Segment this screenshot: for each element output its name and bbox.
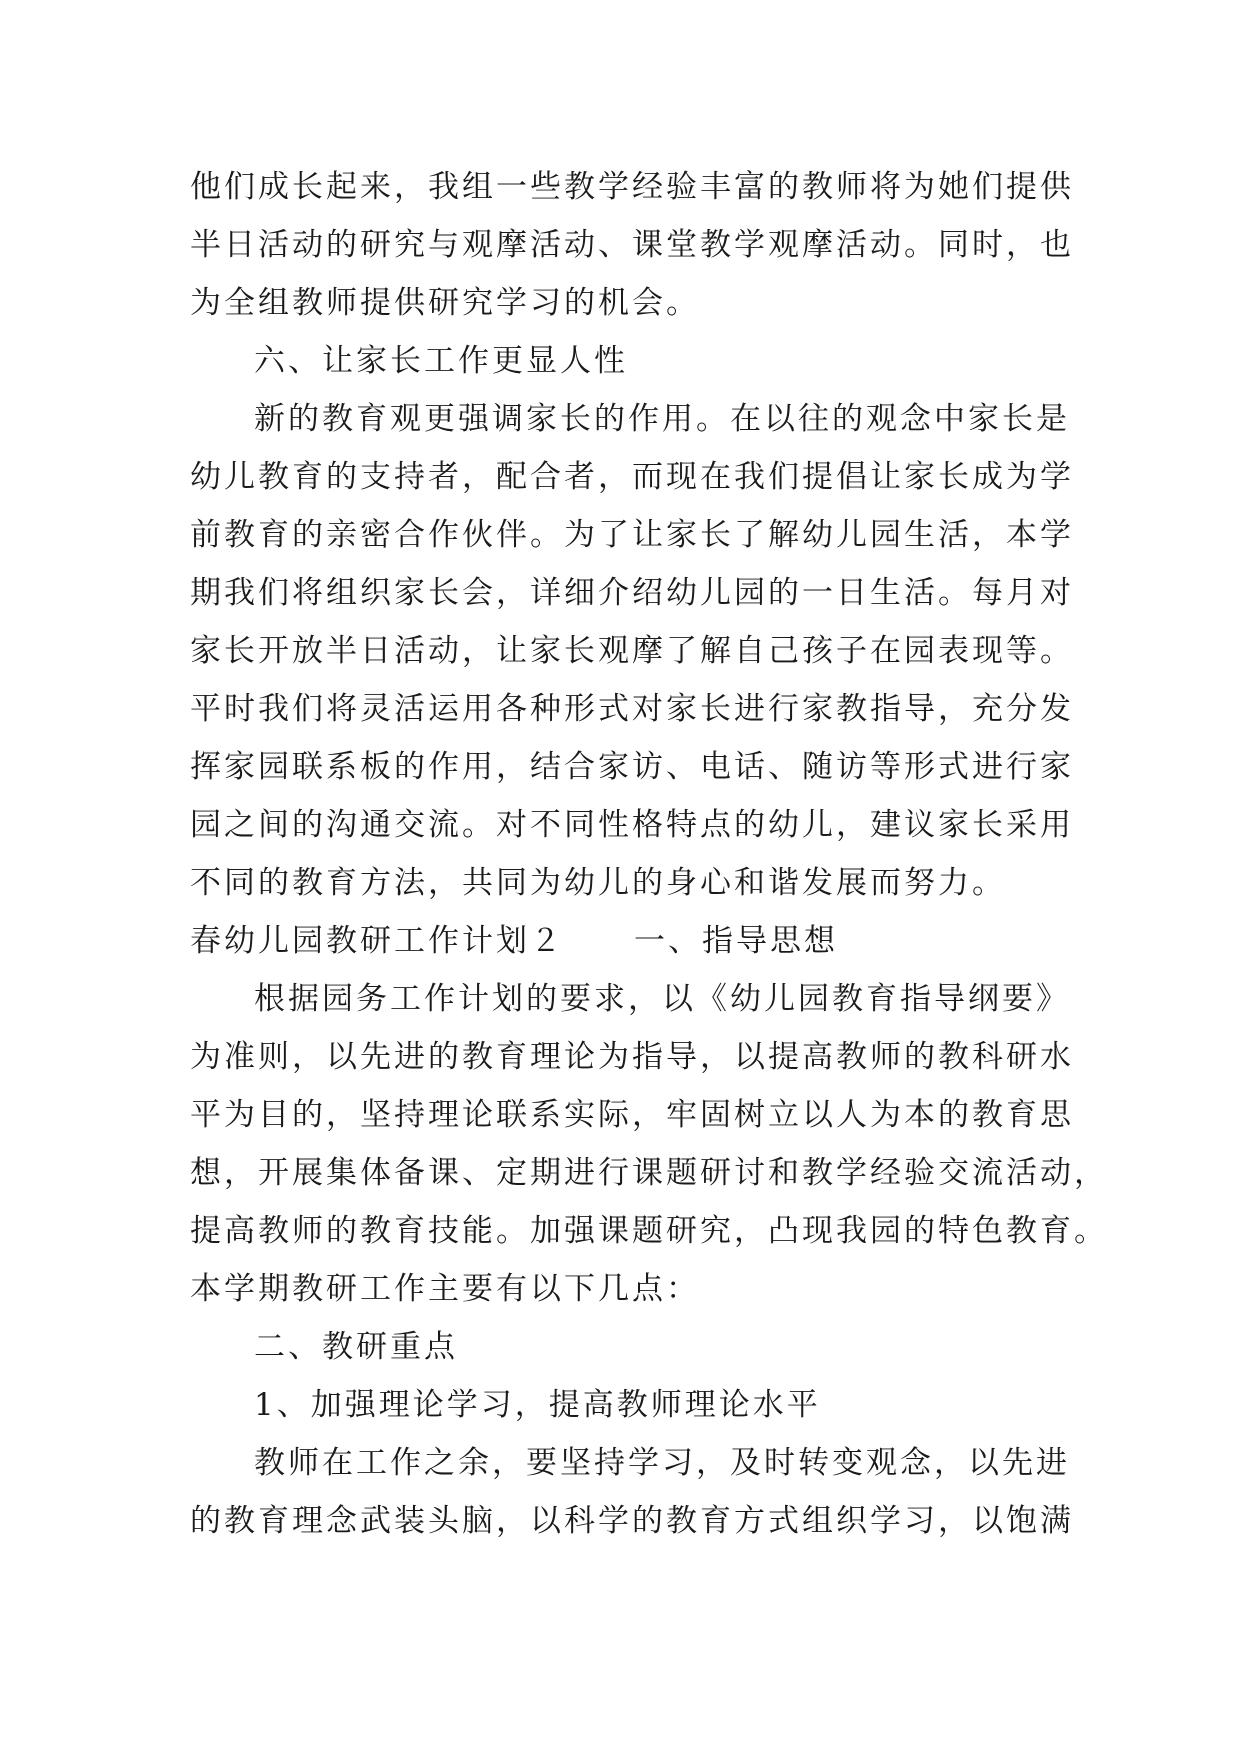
text-line: 家长开放半日活动，让家长观摩了解自己孩子在园表现等。 xyxy=(190,633,1074,669)
text-line: 教师在工作之余，要坚持学习，及时转变观念，以先进 xyxy=(254,1445,1070,1481)
text-line: 半日活动的研究与观摩活动、课堂教学观摩活动。同时，也 xyxy=(190,227,1074,263)
text-line: 的教育理念武装头脑，以科学的教育方式组织学习，以饱满 xyxy=(190,1503,1074,1539)
text-line: 平为目的，坚持理论联系实际，牢固树立以人为本的教育思 xyxy=(190,1097,1074,1133)
section-title-line xyxy=(190,912,1070,970)
section-heading: 六、让家长工作更显人性 xyxy=(254,343,628,379)
text-line: 想，开展集体备课、定期进行课题研讨和教学经验交流活动， xyxy=(190,1155,1108,1191)
text-line: 幼儿教育的支持者，配合者，而现在我们提倡让家长成为学 xyxy=(190,459,1074,495)
text-line: 园之间的沟通交流。对不同性格特点的幼儿，建议家长采用 xyxy=(190,807,1074,843)
text-line: 不同的教育方法，共同为幼儿的身心和谐发展而努力。 xyxy=(190,865,1006,901)
text-line: 新的教育观更强调家长的作用。在以往的观念中家长是 xyxy=(254,401,1070,437)
text-line: 本学期教研工作主要有以下几点： xyxy=(190,1271,700,1307)
text-line: 前教育的亲密合作伙伴。为了让家长了解幼儿园生活，本学 xyxy=(190,517,1074,553)
document-title: 春幼儿园教研工作计划２ xyxy=(190,923,564,959)
text-line: 根据园务工作计划的要求，以《幼儿园教育指导纲要》 xyxy=(254,981,1070,1017)
text-line: 挥家园联系板的作用，结合家访、电话、随访等形式进行家 xyxy=(190,749,1074,785)
text-line: 为准则，以先进的教育理论为指导，以提高教师的教科研水 xyxy=(190,1039,1074,1075)
subsection-heading: 1、加强理论学习，提高教师理论水平 xyxy=(254,1387,821,1423)
text-line: 为全组教师提供研究学习的机会。 xyxy=(190,285,700,321)
text-line: 提高教师的教育技能。加强课题研究，凸现我园的特色教育。 xyxy=(190,1213,1108,1249)
section-heading: 二、教研重点 xyxy=(254,1329,458,1365)
section-heading: 一、指导思想 xyxy=(634,923,838,959)
text-line: 他们成长起来，我组一些教学经验丰富的教师将为她们提供 xyxy=(190,169,1074,205)
text-line: 期我们将组织家长会，详细介绍幼儿园的一日生活。每月对 xyxy=(190,575,1074,611)
text-line: 平时我们将灵活运用各种形式对家长进行家教指导，充分发 xyxy=(190,691,1074,727)
document-body xyxy=(190,158,1108,1550)
